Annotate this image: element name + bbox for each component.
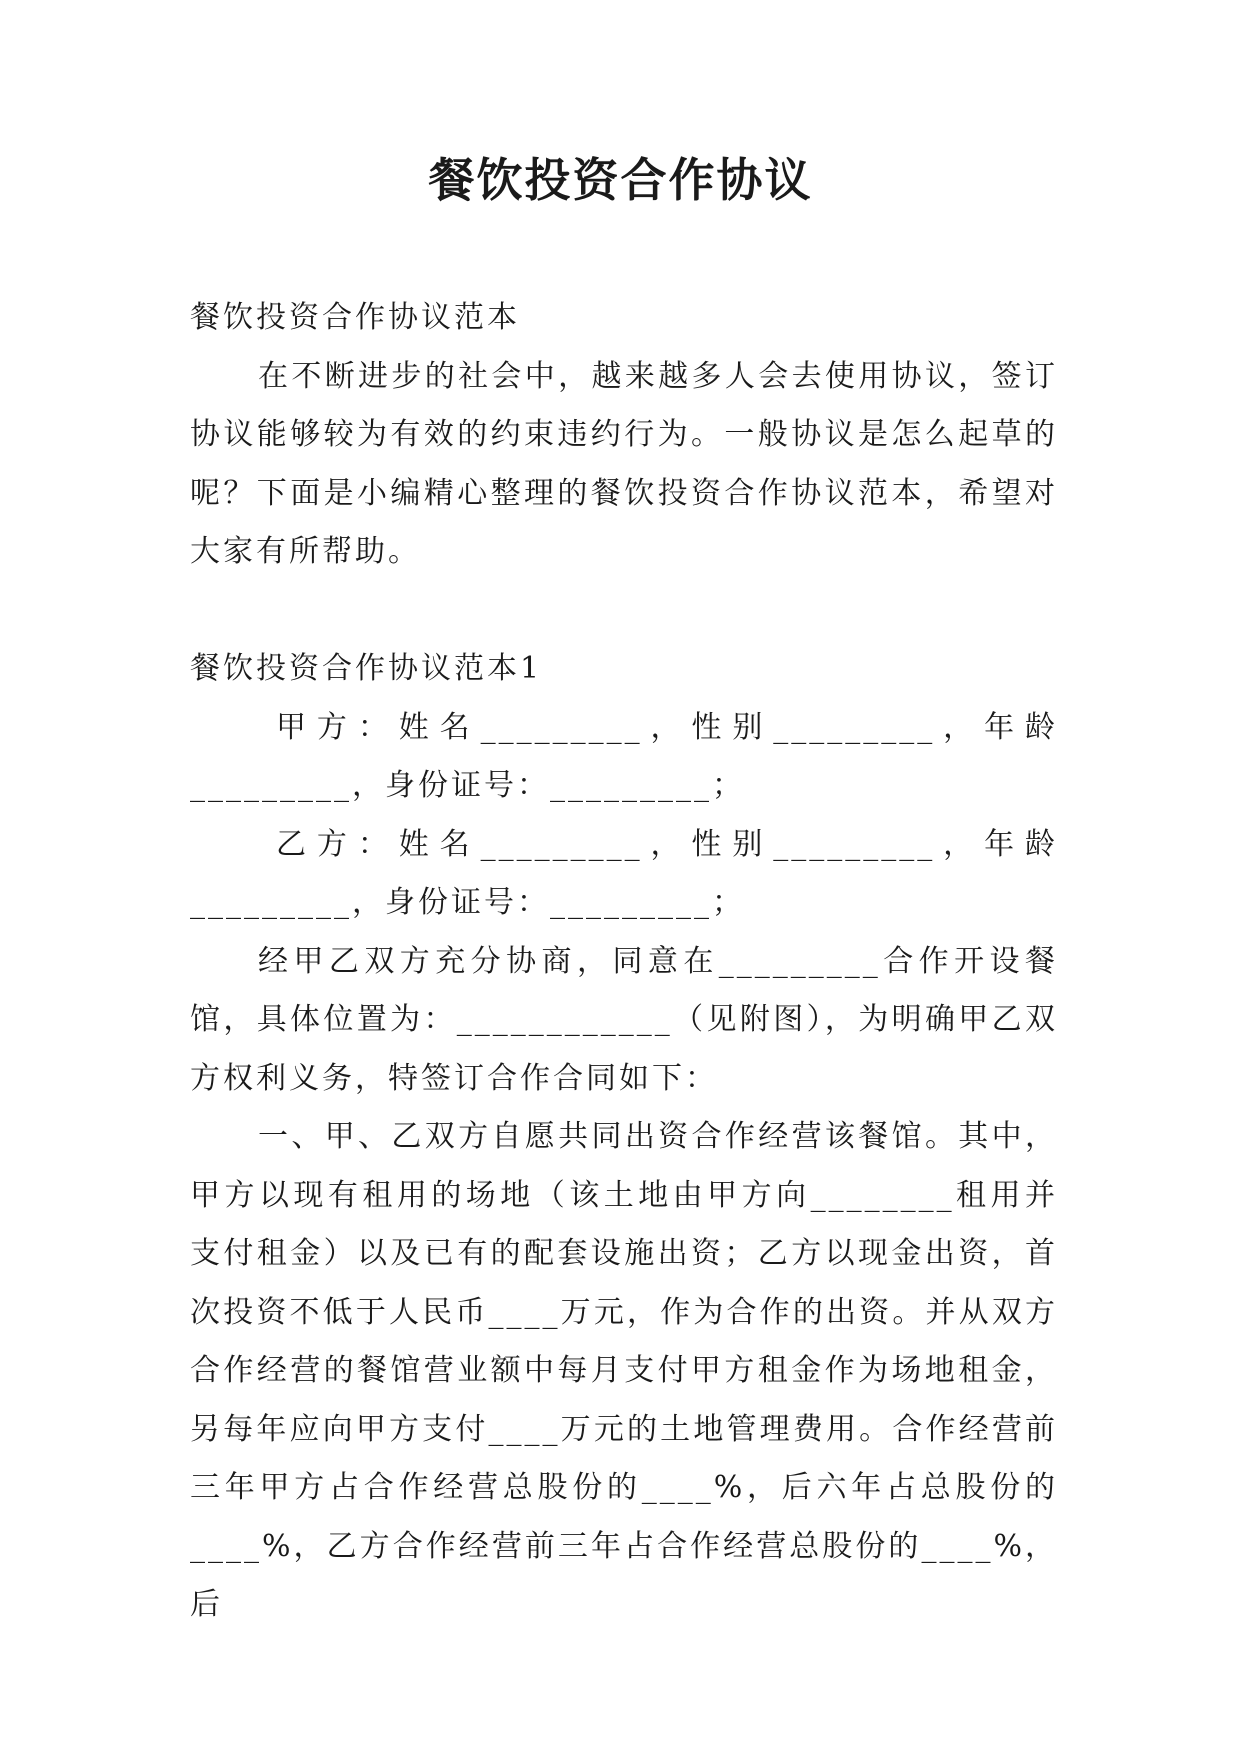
clause-1-paragraph: 一、甲、乙双方自愿共同出资合作经营该餐馆。其中，甲方以现有租用的场地（该土地由甲方向________租用并支付租金）以及已有的配套设施出资；乙方以现金出资，首次投资不低于人民币____万元，作为合作的出资。并从双方合作经营的餐馆营业额中每月支付甲方租金作为场地租金，另每年应向甲方支付____万元的土地管理费用。合作经营前三年甲方占合作经营总股份的____%，后六年占总股份的____%，乙方合作经营前三年占合作经营总股份的____%，后 xyxy=(190,1119,1058,1622)
agreement-intro-paragraph: 经甲乙双方充分协商，同意在_________合作开设餐馆，具体位置为：____________（见附图），为明确甲乙双方权利义务，特签订合作合同如下： xyxy=(190,943,1058,1096)
section-heading: 餐饮投资合作协议范本1 xyxy=(190,651,543,686)
party-a-paragraph: 甲方：姓名_________，性别_________，年龄_________，身份证号：_________； xyxy=(190,709,1058,803)
document-title: 餐饮投资合作协议 xyxy=(428,153,813,207)
party-b-paragraph: 乙方：姓名_________，性别_________，年龄_________，身份证号：_________； xyxy=(190,826,1058,920)
document-body xyxy=(190,289,1058,1635)
paragraph-gap xyxy=(190,582,1058,641)
intro-paragraph: 在不断进步的社会中，越来越多人会去使用协议，签订协议能够较为有效的约束违约行为。一般协议是怎么起草的呢？下面是小编精心整理的餐饮投资合作协议范本，希望对大家有所帮助。 xyxy=(190,358,1058,569)
subtitle: 餐饮投资合作协议范本 xyxy=(190,300,520,335)
